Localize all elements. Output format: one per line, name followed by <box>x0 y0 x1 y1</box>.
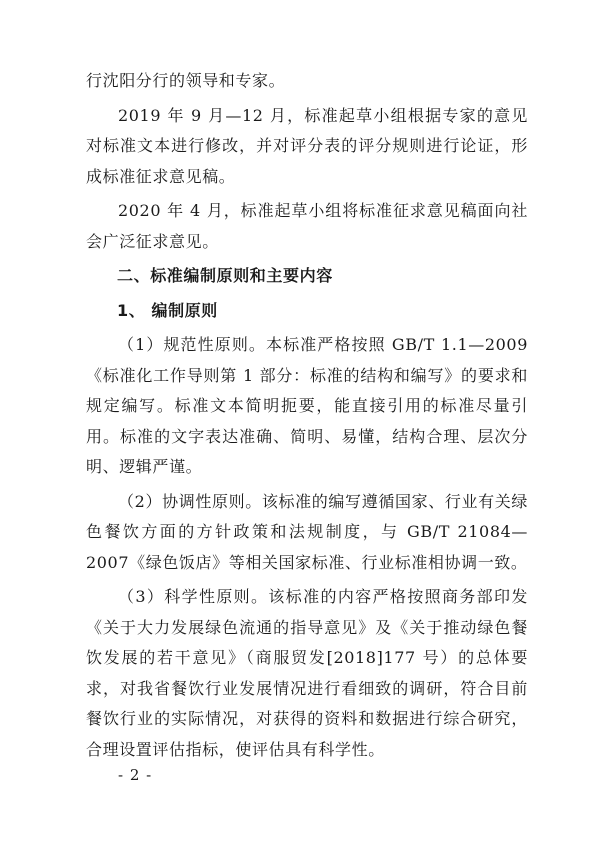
subsection-heading: 1、 编制原则 <box>117 300 218 320</box>
page-number: - 2 - <box>118 766 153 784</box>
principle-scientific: （3）科学性原则。该标准的内容严格按照商务部印发《关于大力发展绿色流通的指导意见》及《关于推动绿色餐饮发展的若干意见》（商服贸发[2018]177 号）的总体要求，对我省餐饮行业发展情况进行看细致的调研，符合目前餐饮行业的实际情况，对获得的资料和数据进行综合研究，合理设置评估指标，使评估具有科学性。 <box>86 587 528 759</box>
document-body <box>86 66 528 769</box>
timeline-paragraph-2020: 2020 年 4 月，标准起草小组将标准征求意见稿面向社会广泛征求意见。 <box>86 201 528 251</box>
section-heading: 二、标准编制原则和主要内容 <box>117 266 333 285</box>
continuation-paragraph: 行沈阳分行的领导和专家。 <box>86 71 286 90</box>
principle-coordination: （2）协调性原则。该标准的编写遵循国家、行业有关绿色餐饮方面的方针政策和法规制度，与 GB/T 21084—2007《绿色饭店》等相关国家标准、行业标准相协调一致。 <box>86 491 528 572</box>
principle-normative: （1）规范性原则。本标准严格按照 GB/T 1.1—2009《标准化工作导则第 1 部分：标准的结构和编写》的要求和规定编写。标准文本简明扼要，能直接引用的标准尽量引用。标准的文字表达准确、简明、易懂，结构合理、层次分明、逻辑严谨。 <box>86 335 528 476</box>
timeline-paragraph-2019: 2019 年 9 月—12 月，标准起草小组根据专家的意见对标准文本进行修改，并对评分表的评分规则进行论证，形成标准征求意见稿。 <box>86 105 528 186</box>
